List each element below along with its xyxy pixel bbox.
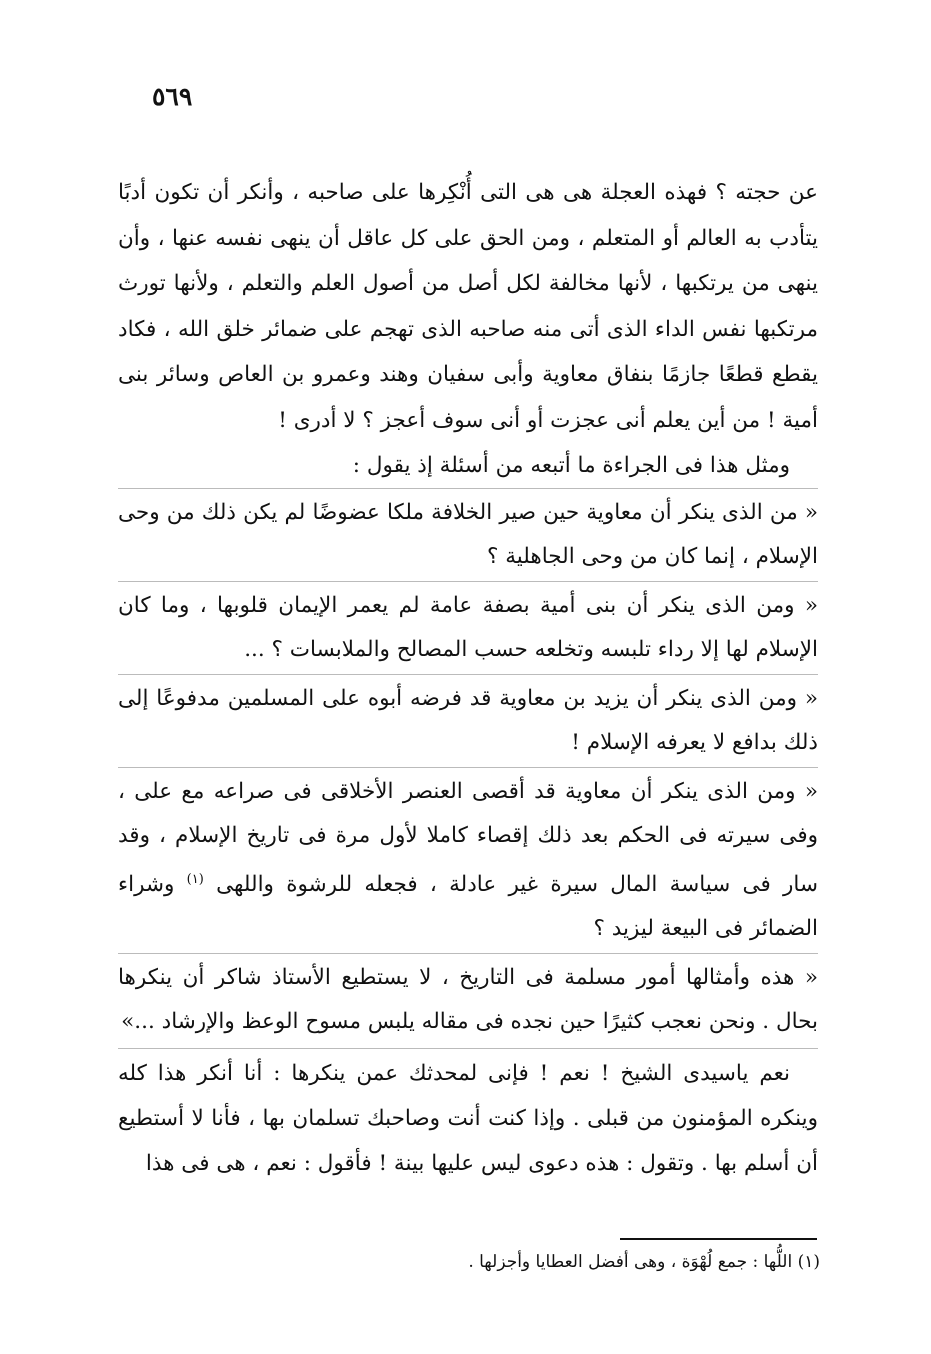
paragraph-response: نعم ياسيدى الشيخ ! نعم ! فإنى لمحدثك عمن ينكرها : أنا أنكر هذا كله وينكره المؤمنون من قبلى . وإذا كنت أنت وصاحبك تسلمان بها ، فأنا لا أستطيع أن أسلم بها . وتقول : هذه دعوى ليس عليها بينة ! فأقول : نعم ، هى فى هذا — [118, 1048, 818, 1186]
paragraph-opening: عن حجته ؟ فهذه العجلة هى هى التى أُنْكِرها على صاحبه ، وأنكر أن تكون أدبًا يتأدب به العالم أو المتعلم ، ومن الحق على كل عاقل أن ينهى نفسه عنها ، وأن ينهى من يرتكبها ، لأنها مخالفة لكل أصل من أصول العلم والتعلم ، ولأنها تورث مرتكبها نفس الداء الذى أتى منه صاحبه الذى تهجم على ضمائر خلق الله ، فكاد يقطع قطعًا جازمًا بنفاق معاوية وأبى سفيان وهند وعمرو بن العاص وسائر بنى أمية ! من أين يعلم أنى عجزت أو أنى سوف أعجز ؟ لا أدرى ! — [118, 180, 818, 433]
quote-paragraph-caliphate: « من الذى ينكر أن معاوية حين صير الخلافة ملكا عضوضًا لم يكن ذلك من وحى الإسلام ، إنما كان من وحى الجاهلية ؟ — [118, 488, 818, 579]
quote-paragraph-umayya: « ومن الذى ينكر أن بنى أمية بصفة عامة لم يعمر الإيمان قلوبها ، وما كان الإسلام لها إلا رداء تلبسه وتخلعه حسب المصالح والملابسات ؟ ... — [118, 581, 818, 672]
quote-ali-text-end: وشراء الضمائر فى البيعة ليزيد ؟ — [118, 872, 818, 942]
body-text — [118, 170, 818, 1186]
paragraph-intro: ومثل هذا فى الجراءة ما أتبعه من أسئلة إذ يقول : — [352, 453, 790, 478]
quote-paragraph-ali — [118, 767, 818, 951]
footnote-marker: (١) — [186, 872, 204, 887]
footnote-divider — [620, 1238, 817, 1240]
quote-paragraph-yazid: « ومن الذى ينكر أن يزيد بن معاوية قد فرضه أبوه على المسلمين مدفوعًا إلى ذلك بدافع لا يعرفه الإسلام ! — [118, 674, 818, 765]
quote-ali-text: « ومن الذى ينكر أن معاوية قد أقصى العنصر الأخلاقى فى صراعه مع على ، وفى سيرته فى الحكم بعد ذلك إقصاء كاملا لأول مرة فى تاريخ الإسلام ، وقد سار فى سياسة المال سيرة غير عادلة ، فجعله للرشوة واللهى — [118, 779, 818, 898]
footnote: (١) اللُّها : جمع لُهْوَة ، وهى أفضل العطايا وأجزلها . — [468, 1252, 820, 1272]
quote-paragraph-history: « هذه وأمثالها أمور مسلمة فى التاريخ ، لا يستطيع الأستاذ شاكر أن ينكرها بحال . ونحن نعجب كثيرًا حين نجده فى مقاله يلبس مسوح الوعظ والإرشاد ...» — [118, 953, 818, 1044]
page-number: ٥٦٩ — [152, 82, 193, 111]
